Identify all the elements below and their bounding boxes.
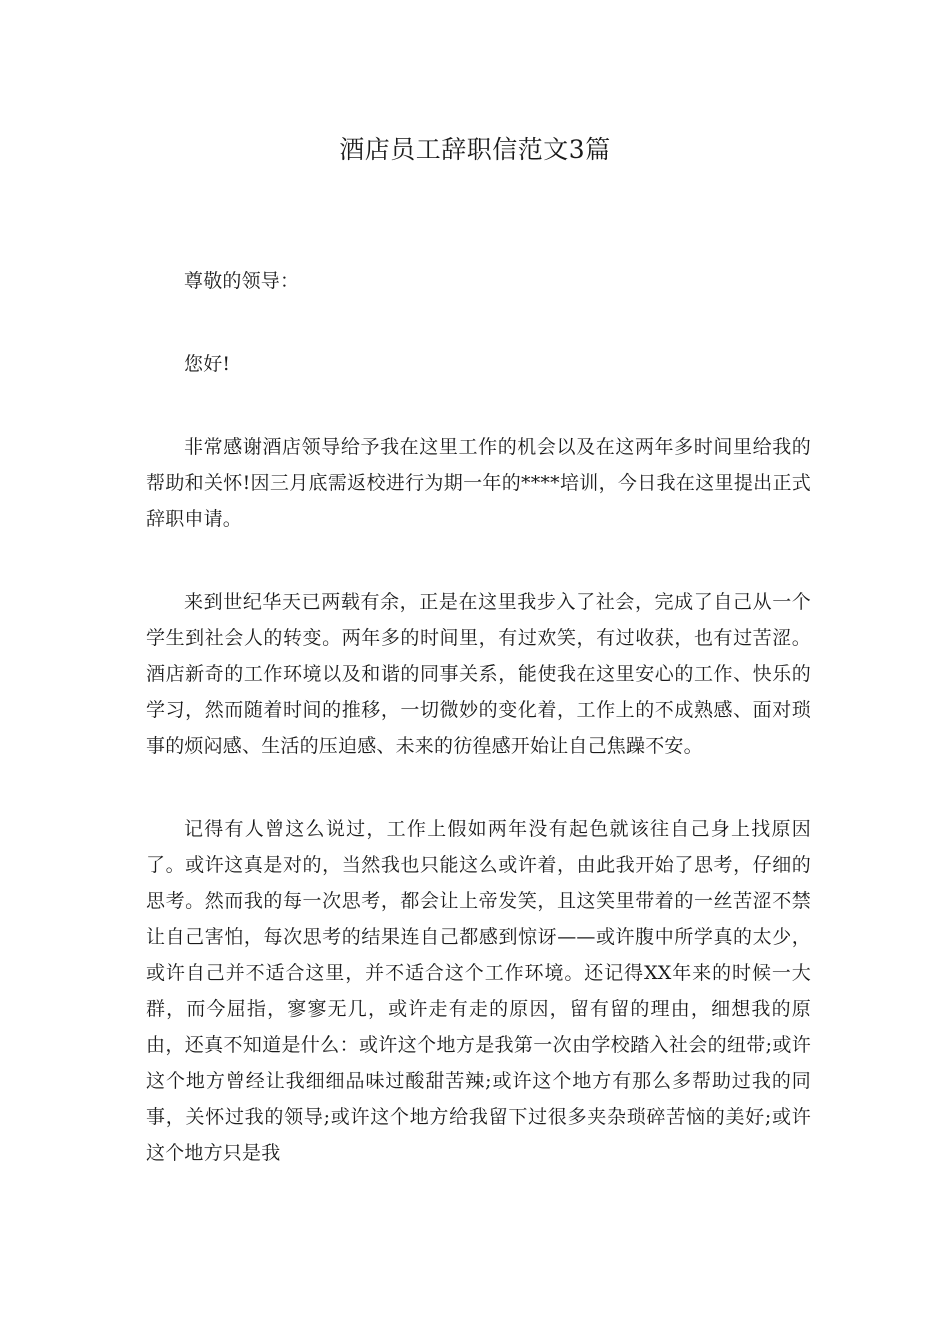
paragraph-thanks: 非常感谢酒店领导给予我在这里工作的机会以及在这两年多时间里给我的帮助和关怀!因三月底需返校进行为期一年的****培训，今日我在这里提出正式辞职申请。 — [146, 436, 811, 530]
paragraph-experience: 来到世纪华天已两载有余，正是在这里我步入了社会，完成了自己从一个学生到社会人的转变。两年多的时间里，有过欢笑，有过收获，也有过苦涩。酒店新奇的工作环境以及和谐的同事关系，能使我在这里安心的工作、快乐的学习，然而随着时间的推移，一切微妙的变化着，工作上的不成熟感、面对琐事的烦闷感、生活的压迫感、未来的彷徨感开始让自己焦躁不安。 — [146, 591, 811, 757]
greeting: 您好! — [184, 353, 231, 375]
document-body — [146, 263, 811, 1218]
salutation: 尊敬的领导： — [184, 270, 300, 292]
paragraph-reflection: 记得有人曾这么说过，工作上假如两年没有起色就该往自己身上找原因了。或许这真是对的，当然我也只能这么或许着，由此我开始了思考，仔细的思考。然而我的每一次思考，都会让上帝发笑，且这笑里带着的一丝苦涩不禁让自己害怕，每次思考的结果连自己都感到惊讶——或许腹中所学真的太少，或许自己并不适合这里，并不适合这个工作环境。还记得XX年来的时候一大群，而今屈指，寥寥无几，或许走有走的原因，留有留的理由，细想我的原由，还真不知道是什么：或许这个地方是我第一次由学校踏入社会的纽带;或许这个地方曾经让我细细品味过酸甜苦辣;或许这个地方有那么多帮助过我的同事，关怀过我的领导;或许这个地方给我留下过很多夹杂琐碎苦恼的美好;或许这个地方只是我 — [146, 818, 811, 1164]
document-title: 酒店员工辞职信范文3篇 — [339, 135, 611, 164]
